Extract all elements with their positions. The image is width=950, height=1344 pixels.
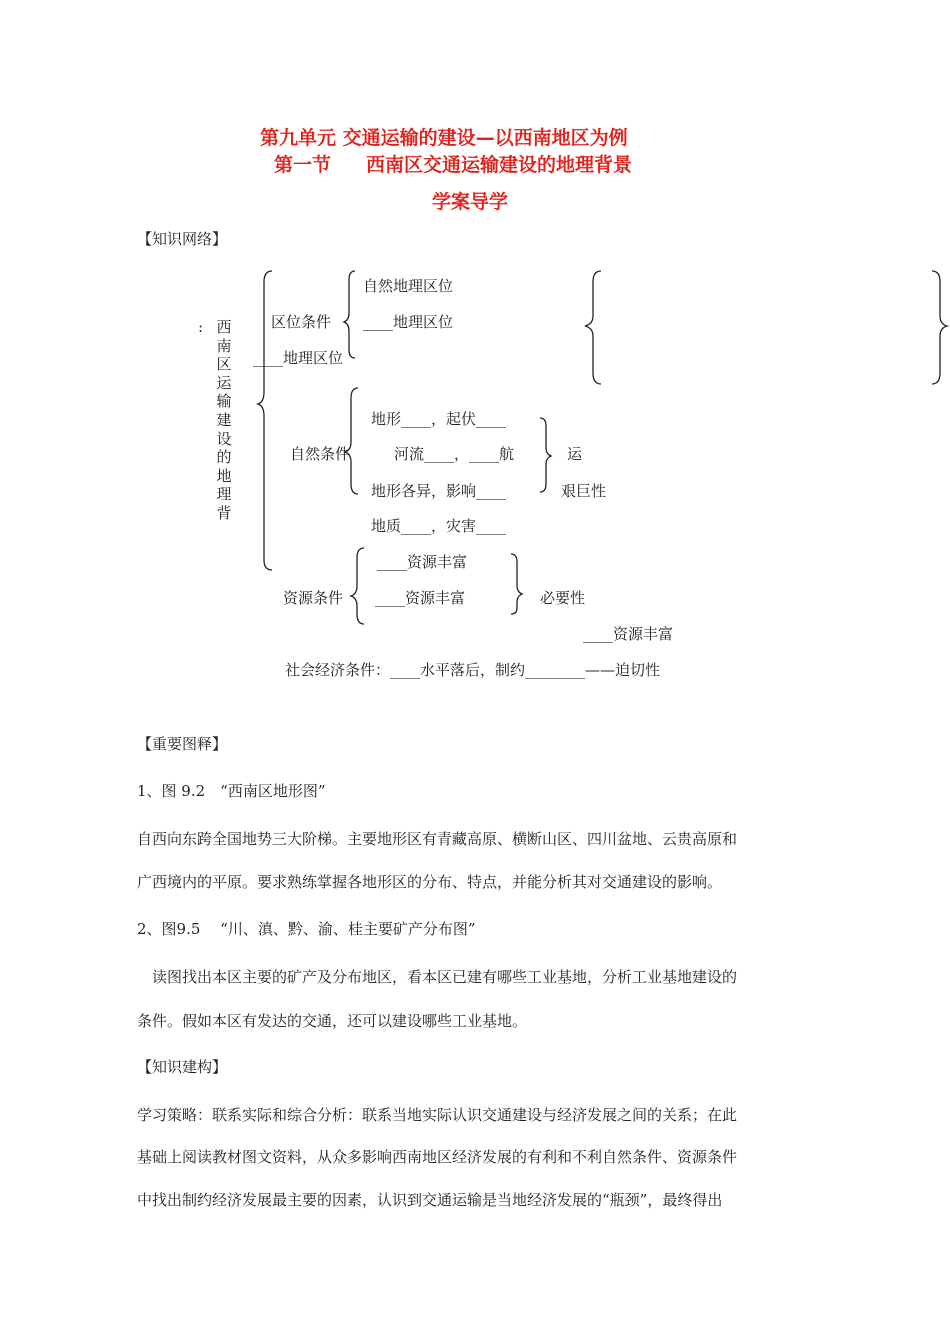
natural-result: 艰巨性 — [561, 482, 607, 500]
empty-right-brace — [932, 271, 947, 384]
natural-item: 地形各异，影响____ — [371, 482, 507, 500]
resource-extra: ____资源丰富 — [583, 625, 674, 643]
natural-item: 河流____，____航 — [394, 445, 515, 463]
location-item: 自然地理区位 — [363, 277, 454, 295]
resource-right-brace — [511, 554, 522, 614]
natural-result: 运 — [567, 445, 583, 463]
paragraph-line: 广西境内的平原。要求熟练掌握各地形区的分布、特点，并能分析其对交通建设的影响。 — [137, 873, 723, 891]
colon-mark: : — [198, 318, 204, 336]
natural-item: 地质____，灾害____ — [371, 517, 507, 535]
natural-label: 自然条件 — [290, 445, 351, 463]
resource-label: 资源条件 — [283, 589, 344, 607]
knowledge-construction-heading: 【知识建构】 — [137, 1058, 228, 1076]
tree-root-label: 西南区运输建设的地理背 — [216, 318, 232, 522]
figure-2-title: 2、图9.5 “川、滇、黔、渝、桂主要矿产分布图” — [137, 920, 476, 938]
paragraph-line: 读图找出本区主要的矿产及分布地区，看本区已建有哪些工业基地，分析工业基地建设的 — [152, 968, 738, 986]
paragraph-line: 中找出制约经济发展最主要的因素，认识到交通运输是当地经济发展的“瓶颈”，最终得出 — [137, 1191, 723, 1209]
section-title: 西南区交通运输建设的地理背景 — [366, 154, 633, 176]
natural-right-brace — [540, 418, 551, 492]
paragraph-line: 学习策略：联系实际和综合分析：联系当地实际认识交通建设与经济发展之间的关系；在此 — [137, 1106, 738, 1124]
empty-left-brace — [585, 271, 601, 384]
resource-brace — [351, 548, 364, 624]
location-label: 区位条件 — [271, 313, 332, 331]
paragraph-line: 基础上阅读教材图文资料，从众多影响西南地区经济发展的有利和不利自然条件、资源条件 — [137, 1148, 738, 1166]
resource-item: ____资源丰富 — [375, 589, 466, 607]
important-figures-heading: 【重要图释】 — [137, 735, 228, 753]
document-title: 第九单元 交通运输的建设—以西南地区为例 — [260, 127, 628, 149]
resource-item: ____资源丰富 — [377, 553, 468, 571]
paragraph-line: 自西向东跨全国地势三大阶梯。主要地形区有青藏高原、横断山区、四川盆地、云贵高原和 — [137, 830, 738, 848]
social-condition: 社会经济条件：____水平落后，制约________——迫切性 — [285, 661, 661, 679]
subtitle: 学案导学 — [432, 191, 509, 213]
knowledge-network-heading: 【知识网络】 — [137, 230, 228, 248]
main-brace — [258, 271, 272, 570]
geo-position-label: ____地理区位 — [253, 349, 344, 367]
resource-result: 必要性 — [540, 589, 586, 607]
natural-item: 地形____，起伏____ — [371, 410, 507, 428]
natural-brace — [345, 388, 358, 494]
figure-1-title: 1、图 9.2 “西南区地形图” — [137, 782, 326, 800]
paragraph-line: 条件。假如本区有发达的交通，还可以建设哪些工业基地。 — [137, 1012, 528, 1030]
section-number: 第一节 — [274, 154, 332, 176]
location-brace — [344, 271, 355, 358]
location-item: ____地理区位 — [363, 313, 454, 331]
